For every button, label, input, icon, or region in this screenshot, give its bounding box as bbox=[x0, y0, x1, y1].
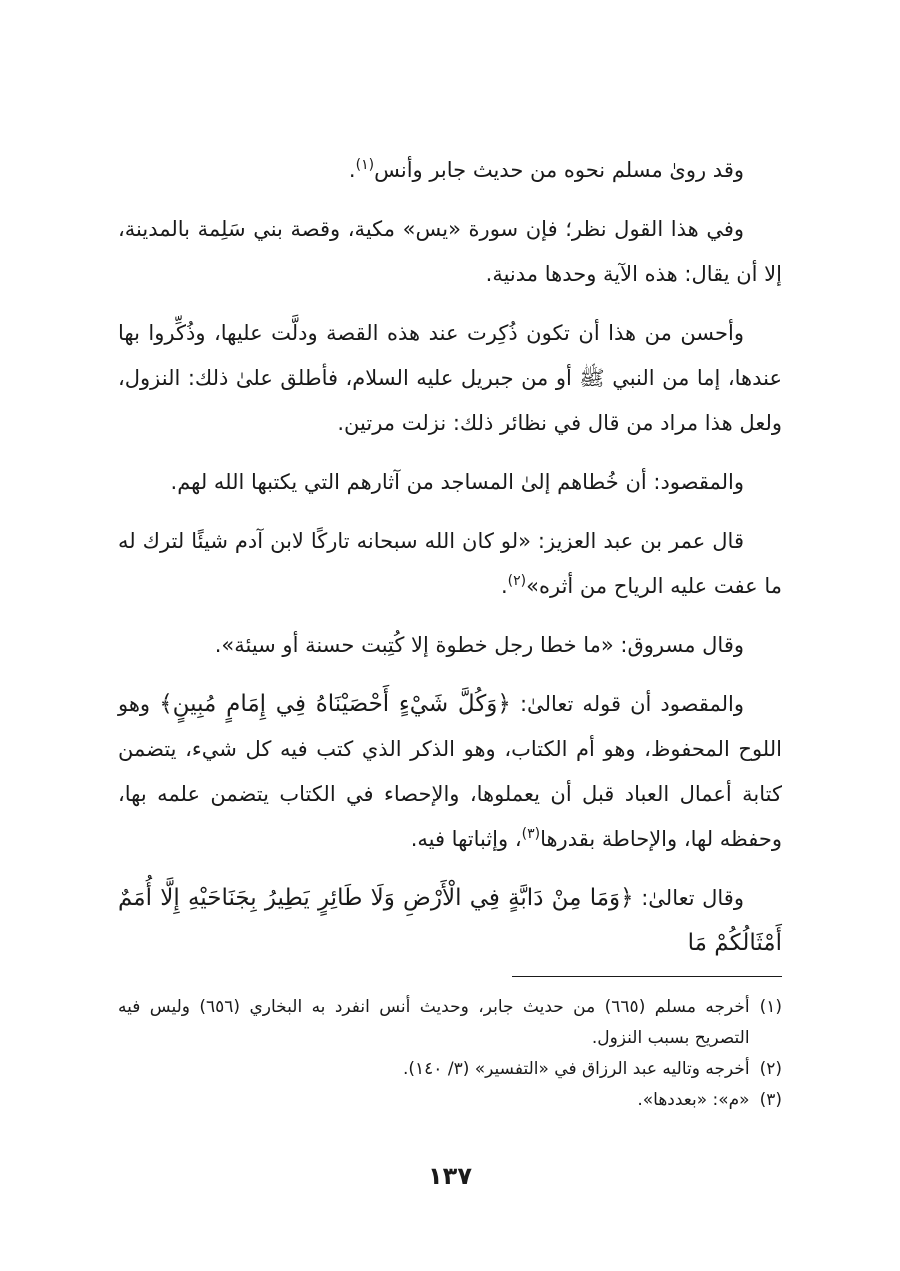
paragraph-7 bbox=[118, 682, 782, 862]
footnote-text: أخرجه وتاليه عبد الرزاق في «التفسير» (٣/ ١٤٠). bbox=[403, 1059, 750, 1079]
paragraph-text: وقد روىٰ مسلم نحوه من حديث جابر وأنس bbox=[374, 158, 744, 182]
footnote-separator bbox=[512, 976, 782, 977]
quran-verse: ﴿وَمَا مِنْ دَابَّةٍ فِي الْأَرْضِ وَلَا طَائِرٍ يَطِيرُ بِجَنَاحَيْهِ إِلَّا أُمَمٌ أَمْثَالُكُمْ مَا bbox=[118, 885, 782, 956]
paragraph-8 bbox=[118, 876, 782, 966]
page-number: ١٣٧ bbox=[428, 1162, 472, 1190]
footnote-text: «م»: «بعددها». bbox=[637, 1090, 750, 1110]
paragraph-6: وقال مسروق: «ما خطا رجل خطوة إلا كُتِبت حسنة أو سيئة». bbox=[214, 633, 744, 657]
footnote-2 bbox=[118, 1054, 782, 1085]
footnote-1 bbox=[118, 992, 782, 1054]
footnote-number: (٢) bbox=[759, 1059, 782, 1079]
footnote-3 bbox=[118, 1085, 782, 1116]
footnote-text: أخرجه مسلم (٦٦٥) من حديث جابر، وحديث أنس انفرد به البخاري (٦٥٦) وليس فيه التصريح بسبب النزول. bbox=[118, 997, 750, 1048]
paragraph-text: قال عمر بن عبد العزيز: «لو كان الله سبحانه تاركًا لابن آدم شيئًا لترك له ما عفت عليه الرياح من أثره» bbox=[118, 529, 782, 598]
paragraph-tail: ، وإثباتها فيه. bbox=[410, 827, 522, 851]
paragraph-4: والمقصود: أن خُطاهم إلىٰ المساجد من آثارهم التي يكتبها الله لهم. bbox=[170, 470, 744, 494]
paragraph-2: وفي هذا القول نظر؛ فإن سورة «يس» مكية، وقصة بني سَلِمة بالمدينة، إلا أن يقال: هذه الآية وحدها مدنية. bbox=[118, 217, 782, 286]
paragraph-1 bbox=[118, 148, 782, 193]
quran-verse: ﴿وَكُلَّ شَيْءٍ أَحْصَيْنَاهُ فِي إِمَامٍ مُبِينٍ﴾ bbox=[159, 691, 511, 717]
paragraph-lead: والمقصود أن قوله تعالىٰ: bbox=[519, 692, 744, 716]
punctuation: . bbox=[348, 158, 356, 182]
paragraph-5 bbox=[118, 519, 782, 609]
main-text bbox=[118, 148, 782, 980]
paragraph-3: وأحسن من هذا أن تكون ذُكِرت عند هذه القصة ودلَّت عليها، وذُكِّروا بها عندها، إما من النبي ﷺ أو من جبريل عليه السلام، فأطلق علىٰ ذلك: النزول، ولعل هذا مراد من قال في نظائر ذلك: نزلت مرتين. bbox=[118, 321, 782, 435]
footnote-ref-3: (٣) bbox=[521, 826, 541, 842]
footnote-ref-1: (١) bbox=[355, 157, 375, 173]
footnote-ref-2: (٢) bbox=[507, 573, 527, 589]
footnote-number: (١) bbox=[759, 997, 782, 1017]
footnotes bbox=[118, 992, 782, 1116]
punctuation: . bbox=[500, 574, 508, 598]
footnote-number: (٣) bbox=[759, 1090, 782, 1110]
paragraph-text: وهو اللوح المحفوظ، وهو أم الكتاب، وهو الذكر الذي كتب فيه كل شيء، يتضمن كتابة أعمال العباد قبل أن يعملوها، والإحصاء في الكتاب يتضمن علمه بها، وحفظه لها، والإحاطة بقدرها bbox=[118, 692, 782, 851]
paragraph-lead: وقال تعالىٰ: bbox=[641, 886, 744, 910]
